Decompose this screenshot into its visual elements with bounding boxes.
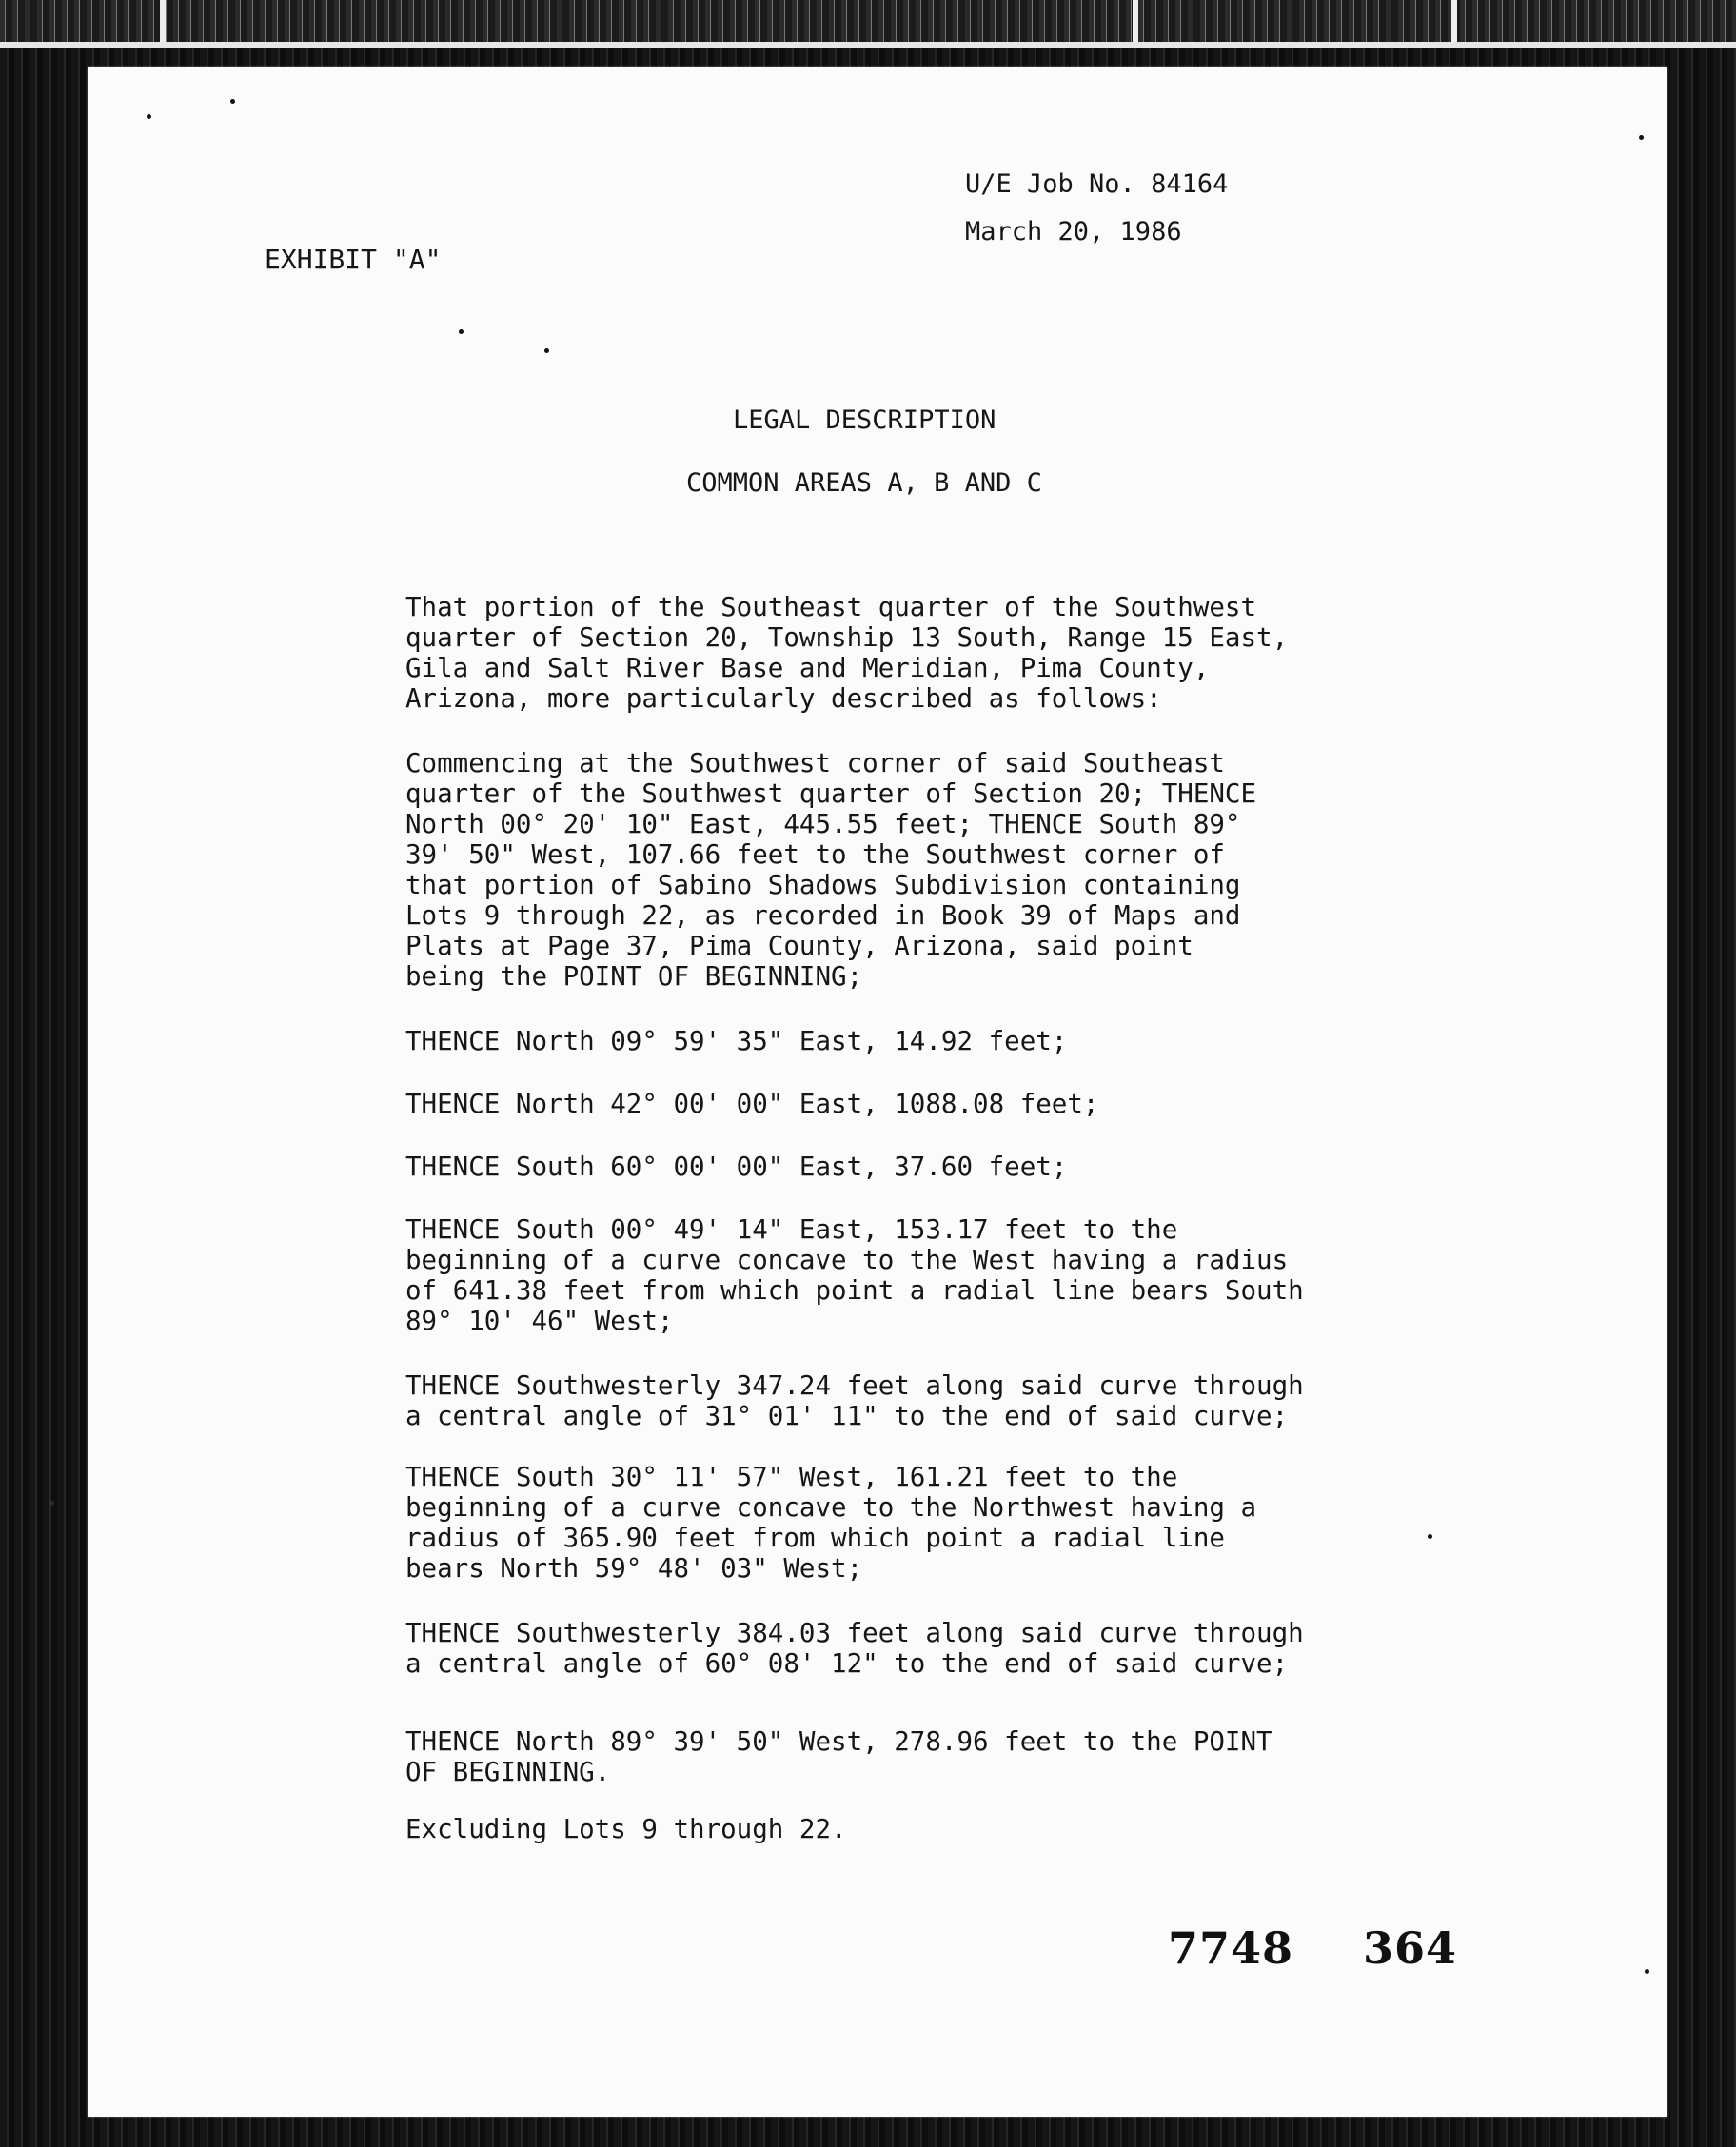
- document-title: LEGAL DESCRIPTION: [733, 405, 996, 435]
- recording-page-number: 364: [1363, 1922, 1458, 1974]
- scan-top-edge: [0, 0, 1736, 42]
- document-date: March 20, 1986: [965, 217, 1182, 246]
- recording-book-number: 7748: [1168, 1922, 1294, 1974]
- description-paragraph: THENCE Southwesterly 347.24 feet along said curve through a central angle of 31° 01' 11" to the end of said curve;: [405, 1370, 1304, 1431]
- description-paragraph: Excluding Lots 9 through 22.: [405, 1814, 847, 1844]
- exhibit-label: EXHIBIT "A": [265, 244, 442, 275]
- description-paragraph: That portion of the Southeast quarter of the Southwest quarter of Section 20, Township 13 South, Range 15 East, Gila and Salt River Base and Meridian, Pima County, Arizona, more particularly described as follows:: [405, 592, 1289, 714]
- scan-speck: [1645, 1969, 1649, 1974]
- scan-speck: [544, 348, 549, 353]
- document-page: [88, 67, 1667, 2117]
- description-paragraph: THENCE South 30° 11' 57" West, 161.21 feet to the beginning of a curve concave to the Northwest having a radius of 365.90 feet from which point a radial line bears North 59° 48' 03" West;: [405, 1462, 1257, 1584]
- document-subtitle: COMMON AREAS A, B AND C: [686, 468, 1042, 498]
- scan-artifact: [160, 0, 166, 44]
- scan-top-line: [0, 42, 1736, 48]
- scan-speck: [1639, 135, 1644, 140]
- scan-speck: [147, 114, 151, 119]
- scan-speck: [230, 99, 235, 104]
- description-paragraph: THENCE North 89° 39' 50" West, 278.96 feet to the POINT OF BEGINNING.: [405, 1726, 1272, 1787]
- scan-speck: [459, 329, 464, 334]
- description-paragraph: THENCE North 42° 00' 00" East, 1088.08 feet;: [405, 1089, 1099, 1119]
- description-paragraph: THENCE Southwesterly 384.03 feet along said curve through a central angle of 60° 08' 12" to the end of said curve;: [405, 1618, 1304, 1679]
- description-paragraph: Commencing at the Southwest corner of said Southeast quarter of the Southwest quarter of Section 20; THENCE North 00° 20' 10" East, 445.55 feet; THENCE South 89° 39' 50" West, 107.66 feet to the Southwest corner of that portion of Sabino Shadows Subdivision containing Lots 9 through 22, as recorded in Book 39 of Maps and Plats at Page 37, Pima County, Arizona, said point being the POINT OF BEGINNING;: [405, 748, 1257, 992]
- scan-artifact: [1133, 0, 1138, 44]
- description-paragraph: THENCE South 60° 00' 00" East, 37.60 feet;: [405, 1152, 1068, 1182]
- description-paragraph: THENCE North 09° 59' 35" East, 14.92 feet;: [405, 1026, 1068, 1056]
- job-number: U/E Job No. 84164: [965, 169, 1229, 199]
- description-paragraph: THENCE South 00° 49' 14" East, 153.17 feet to the beginning of a curve concave to the West having a radius of 641.38 feet from which point a radial line bears South 89° 10' 46" West;: [405, 1214, 1304, 1336]
- scan-speck: [1428, 1534, 1432, 1539]
- scan-artifact: [1451, 0, 1457, 44]
